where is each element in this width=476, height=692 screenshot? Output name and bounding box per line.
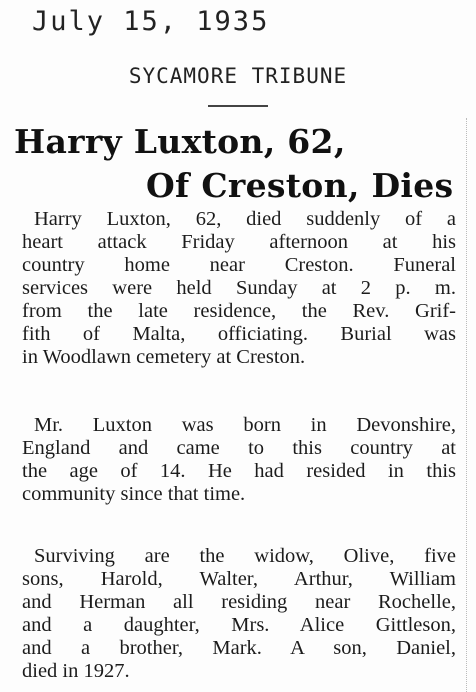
paragraph-line: services were held Sunday at 2 p. m. <box>22 277 456 299</box>
paragraph-line: fith of Malta, officiating. Burial was <box>22 323 456 345</box>
paragraph-line: Harry Luxton, 62, died suddenly of a <box>34 208 456 230</box>
paragraph-line: and a brother, Mark. A son, Daniel, <box>22 637 456 659</box>
article-paragraph-3 <box>22 545 456 683</box>
paragraph-line: and Herman all residing near Rochelle, <box>22 591 456 613</box>
paragraph-line: country home near Creston. Funeral <box>22 254 456 276</box>
paragraph-line: and a daughter, Mrs. Alice Gittleson, <box>22 614 456 636</box>
paragraph-line: the age of 14. He had resided in this <box>22 460 456 482</box>
article-paragraph-1 <box>22 208 456 369</box>
paragraph-line: heart attack Friday afternoon at his <box>22 231 456 253</box>
paragraph-line: community since that time. <box>22 483 246 505</box>
headline-line-1: Harry Luxton, 62, <box>14 122 346 161</box>
clipping-date: July 15, 1935 <box>32 6 270 37</box>
paragraph-line: England and came to this country at <box>22 437 456 459</box>
paragraph-line: died in 1927. <box>22 660 130 682</box>
masthead-divider <box>208 105 268 107</box>
paragraph-line: Surviving are the widow, Olive, five <box>34 545 456 567</box>
paragraph-line: in Woodlawn cemetery at Creston. <box>22 346 306 368</box>
newspaper-name: SYCAMORE TRIBUNE <box>128 64 348 88</box>
paragraph-line: from the late residence, the Rev. Grif- <box>22 300 456 322</box>
paragraph-line: sons, Harold, Walter, Arthur, William <box>22 568 456 590</box>
column-divider <box>466 118 467 692</box>
paragraph-line: Mr. Luxton was born in Devonshire, <box>34 414 456 436</box>
article-paragraph-2 <box>22 414 456 506</box>
headline-line-2: Of Creston, Dies <box>146 166 454 205</box>
